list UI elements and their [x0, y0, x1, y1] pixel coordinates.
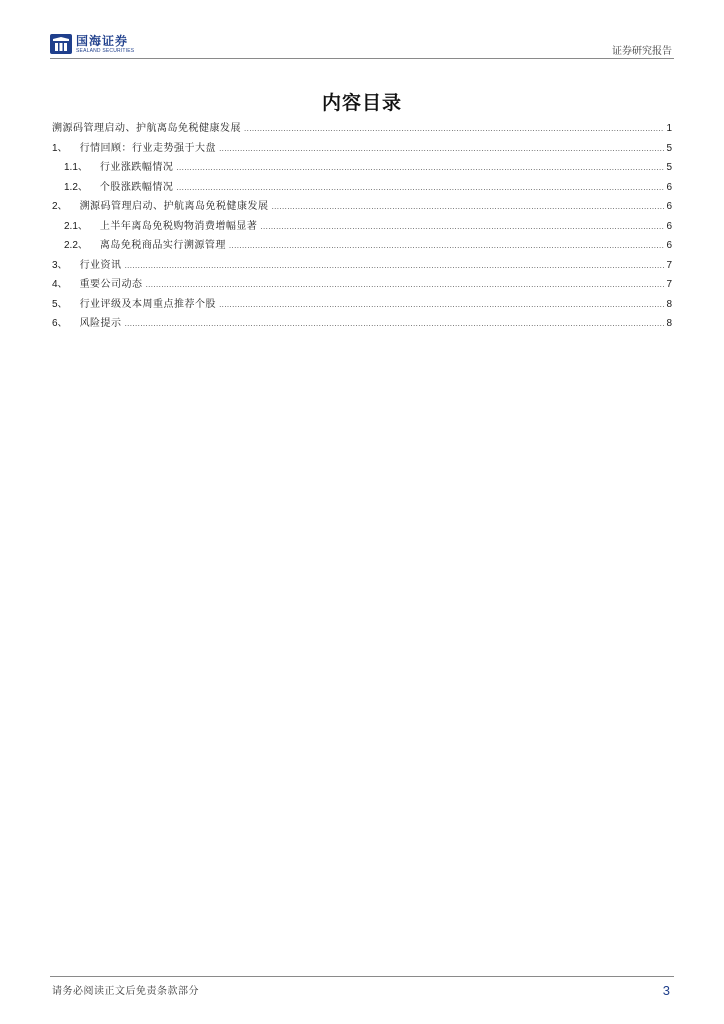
toc-item-number: 1.2、 [64, 181, 88, 193]
toc-leader-dots [176, 178, 664, 198]
toc-item-number: 4、 [52, 279, 68, 290]
toc-leader-dots [125, 256, 665, 276]
page-header [50, 30, 674, 59]
toc-leader-dots [176, 158, 664, 178]
toc-item-page: 5 [666, 162, 672, 173]
logo-english-name: SEALAND SECURITIES [76, 47, 135, 54]
toc-item-page: 8 [666, 298, 672, 310]
toc-leader-dots [272, 197, 665, 217]
toc-item[interactable] [52, 275, 672, 295]
toc-item-page: 1 [666, 123, 672, 134]
toc-item-label: 重要公司动态 [79, 279, 143, 290]
report-type-label: 证券研究报告 [612, 46, 672, 57]
toc-item[interactable] [52, 197, 672, 217]
toc-item[interactable] [52, 256, 672, 276]
toc-item[interactable] [52, 295, 672, 315]
toc-item-label: 风险提示 [79, 318, 122, 329]
toc-leader-dots [146, 275, 665, 295]
toc-item-number: 2.1、 [64, 220, 88, 232]
toc-item[interactable] [52, 236, 672, 256]
toc-item-page: 7 [666, 279, 672, 290]
toc-item-page: 5 [666, 142, 672, 154]
page-footer [50, 976, 674, 998]
toc-leader-dots [244, 119, 664, 139]
toc-item-page: 8 [666, 318, 672, 329]
toc-item-label: 行业涨跌幅情况 [99, 162, 174, 173]
company-logo [50, 33, 134, 55]
toc-item[interactable] [52, 178, 672, 198]
logo-chinese-name: 国海证券 [76, 33, 129, 48]
toc-item-label: 个股涨跌幅情况 [99, 181, 174, 193]
toc-leader-dots [125, 314, 665, 334]
toc-item-label: 上半年离岛免税购物消费增幅显著 [99, 220, 258, 232]
toc-item[interactable] [52, 217, 672, 237]
toc-item-page: 7 [666, 259, 672, 271]
toc-item-number: 3、 [52, 259, 68, 271]
toc-item-label: 溯源码管理启动、护航离岛免税健康发展 [52, 123, 241, 134]
toc-item-number: 6、 [52, 318, 68, 329]
toc-leader-dots [229, 236, 665, 256]
toc-item[interactable] [52, 314, 672, 334]
toc-item[interactable] [52, 158, 672, 178]
toc-item-label: 溯源码管理启动、护航离岛免税健康发展 [79, 201, 269, 212]
toc-item-page: 6 [666, 240, 672, 251]
toc-item[interactable] [52, 139, 672, 159]
toc-item-label: 行情回顾：行业走势强于大盘 [79, 142, 217, 154]
toc-item[interactable] [52, 119, 672, 139]
toc-item-page: 6 [666, 220, 672, 232]
toc-title: 内容目录 [321, 92, 402, 114]
toc-leader-dots [219, 295, 664, 315]
toc-item-label: 行业评级及本周重点推荐个股 [79, 298, 217, 310]
toc-item-page: 6 [666, 201, 672, 212]
table-of-contents [52, 119, 672, 334]
toc-item-number: 2.2、 [64, 240, 88, 251]
toc-item-label: 离岛免税商品实行溯源管理 [99, 240, 226, 251]
toc-item-page: 6 [666, 181, 672, 193]
toc-item-number: 1、 [52, 142, 68, 154]
toc-leader-dots [260, 217, 664, 237]
toc-leader-dots [219, 139, 664, 159]
sealand-logo-icon [50, 34, 72, 54]
toc-item-number: 2、 [52, 201, 68, 212]
page-number: 3 [662, 983, 670, 998]
disclaimer-note: 请务必阅读正文后免责条款部分 [52, 986, 199, 997]
toc-item-number: 1.1、 [64, 162, 88, 173]
toc-item-label: 行业资讯 [79, 259, 122, 271]
toc-item-number: 5、 [52, 298, 68, 310]
